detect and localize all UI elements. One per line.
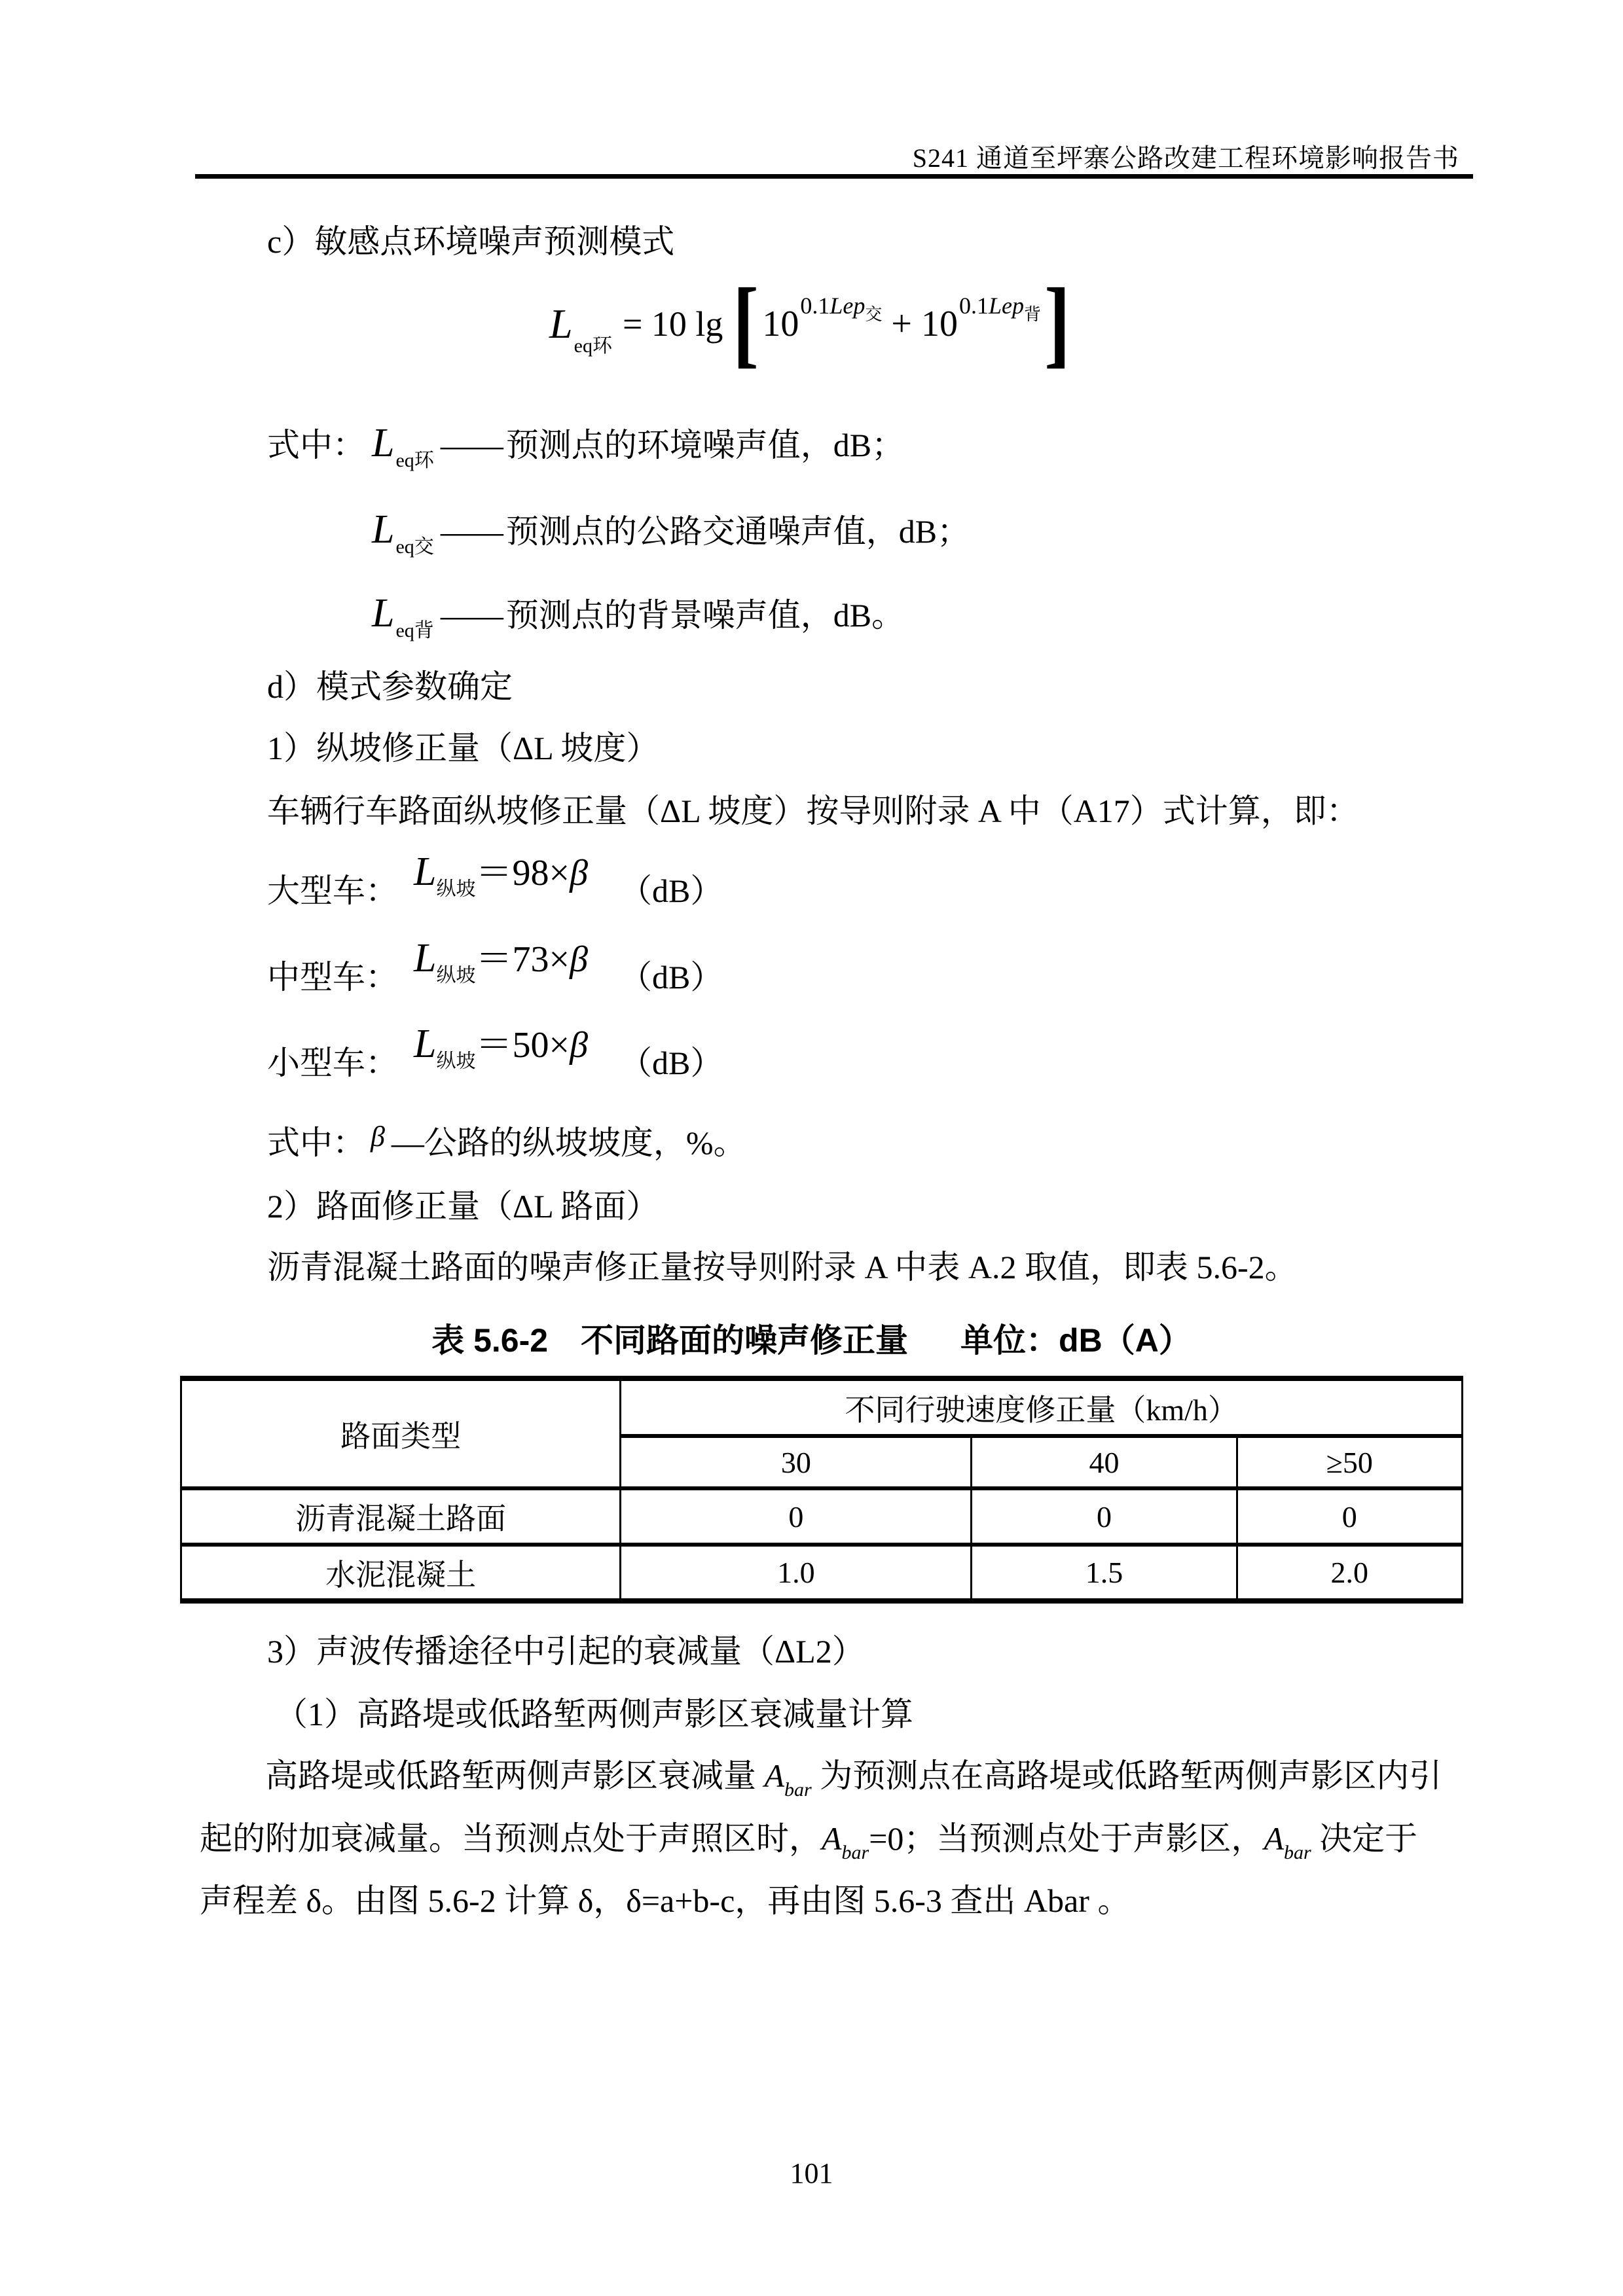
paragraph-line-2 (200, 1818, 1418, 1863)
symbol-subscript: eq交 (395, 536, 434, 558)
symbol-base: L (414, 936, 437, 980)
where-row-env (267, 419, 905, 471)
symbol-leq-background (372, 590, 434, 641)
paragraph-line-3 (200, 1880, 1130, 1922)
term1-exp-coef: 0.1 (800, 293, 830, 319)
formula-term-2 (921, 293, 1041, 345)
formula-close-bracket: ] (1044, 268, 1070, 377)
speed-col-40 (972, 1436, 1237, 1488)
item2-intro: 沥青混凝土路面的噪声修正量按导则附录 A 中表 A.2 取值，即表 5.6-2。 (267, 1249, 1298, 1285)
symbol-subscript: 纵坡 (436, 965, 476, 986)
speed-value: 40 (1089, 1445, 1120, 1479)
formula-term-1 (762, 293, 883, 345)
heading-c: c）敏感点环境噪声预测模式 (267, 223, 675, 260)
speed-value: ≥50 (1326, 1445, 1373, 1479)
slope-formula-small-vehicle (267, 1022, 723, 1085)
abar-subscript: bar (1283, 1842, 1311, 1863)
heading-sub1: （1）高路堤或低路堑两侧声影区衰减量计算 (275, 1696, 913, 1732)
slope-formula-large-vehicle (267, 850, 723, 913)
unit-label: （dB） (619, 1045, 723, 1081)
where-dash: —— (440, 513, 501, 550)
para-text: 起的附加衰减量。当预测点处于声照区时， (200, 1820, 822, 1857)
slope-formula-medium-vehicle (267, 936, 723, 999)
symbol-base: L (372, 507, 395, 552)
speed-header-cell (621, 1378, 1463, 1436)
road-surface-correction-table (180, 1376, 1463, 1604)
abar-symbol: A (764, 1757, 785, 1794)
para-text: 为预测点在高路堤或低路堑两侧声影区内引 (811, 1757, 1442, 1794)
correction-value: 1.5 (1085, 1556, 1123, 1589)
term1-base: 10 (762, 304, 799, 344)
vehicle-label: 大型车： (267, 872, 398, 909)
speed-col-30 (621, 1436, 972, 1488)
term2-exp-var: Lep (988, 293, 1024, 319)
symbol-subscript: eq环 (395, 450, 434, 471)
term1-exp-subscript: 交 (865, 305, 883, 324)
where-row-traffic (372, 505, 970, 558)
heading-item2: 2）路面修正量（ΔL 路面） (267, 1188, 659, 1225)
where-dash: —— (440, 427, 501, 463)
slope-formula (414, 1016, 588, 1072)
abar-subscript: bar (784, 1779, 812, 1801)
formula-open-bracket: [ (733, 268, 759, 377)
beta-symbol: β (570, 853, 588, 893)
speed-value: 30 (780, 1445, 811, 1479)
row-type-cell (181, 1545, 621, 1601)
correction-value: 2.0 (1330, 1556, 1369, 1589)
item1-intro: 车辆行车路面纵坡修正量（ΔL 坡度）按导则附录 A 中（A17）式计算，即： (267, 793, 1359, 829)
term2-base: 10 (921, 304, 958, 344)
formula-lhs-base: L (549, 300, 573, 347)
heading-item1: 1）纵坡修正量（ΔL 坡度） (267, 730, 659, 766)
term2-exp-coef: 0.1 (958, 293, 989, 319)
beta-symbol: β (570, 939, 588, 980)
correction-value: 0 (1097, 1499, 1112, 1534)
surface-type: 水泥混凝土 (325, 1558, 477, 1592)
table-caption-unit: 单位：dB（A） (960, 1322, 1192, 1359)
formula-lhs-subscript: eq环 (574, 335, 612, 357)
term1-exponent (800, 293, 883, 324)
abar-symbol: A (1264, 1820, 1284, 1857)
symbol-base: L (372, 591, 395, 636)
formula-rhs: ＝73× (475, 939, 570, 980)
formula-lhs (549, 300, 612, 357)
symbol-base: L (414, 850, 437, 894)
where-row-beta (267, 1122, 746, 1164)
page-header-title: S241 通道至坪寨公路改建工程环境影响报告书 (912, 143, 1459, 173)
value-cell (972, 1545, 1237, 1601)
value-cell (1237, 1488, 1462, 1545)
where-description: 预测点的公路交通噪声值，dB； (505, 513, 970, 550)
symbol-leq-env (372, 420, 434, 471)
corner-header-cell (181, 1378, 621, 1488)
beta-symbol: β (371, 1121, 385, 1153)
surface-type: 沥青混凝土路面 (295, 1502, 507, 1535)
row-type-cell (181, 1488, 621, 1545)
para-text: =0；当预测点处于声影区， (869, 1820, 1264, 1857)
table-row-asphalt (181, 1488, 1463, 1545)
unit-label: （dB） (619, 872, 723, 909)
paragraph-line-1 (265, 1755, 1442, 1801)
speed-col-50plus (1237, 1436, 1462, 1488)
symbol-base: L (372, 421, 395, 465)
where-prefix: 式中： (267, 427, 365, 463)
para-text: 高路堤或低路堑两侧声影区衰减量 (265, 1757, 765, 1794)
correction-value: 0 (788, 1499, 804, 1534)
corner-header-label: 路面类型 (340, 1419, 462, 1453)
formula-plus: + (891, 304, 912, 344)
symbol-leq-traffic (372, 507, 434, 558)
symbol-subscript: 纵坡 (436, 1050, 476, 1072)
abar-subscript: bar (841, 1842, 869, 1863)
value-cell (972, 1488, 1237, 1545)
where-description: 预测点的环境噪声值，dB； (505, 427, 905, 463)
heading-d: d）模式参数确定 (267, 668, 513, 705)
unit-label: （dB） (619, 959, 723, 996)
term2-exp-subscript: 背 (1023, 305, 1041, 324)
formula-equals: = 10 lg (622, 304, 723, 344)
header-rule (195, 174, 1473, 179)
where-row-background (372, 589, 905, 641)
para-text: 声程差 δ。由图 5.6-2 计算 δ，δ=a+b-c，再由图 5.6-3 查出 Abar 。 (200, 1882, 1131, 1919)
beta-symbol: β (570, 1025, 588, 1066)
where-description: 预测点的背景噪声值，dB。 (505, 597, 905, 634)
symbol-base: L (414, 1022, 437, 1066)
para-text: 决定于 (1311, 1820, 1418, 1857)
correction-value: 0 (1341, 1499, 1357, 1534)
table-caption (0, 1314, 1623, 1361)
symbol-subscript: eq背 (395, 620, 434, 641)
abar-symbol: A (822, 1820, 842, 1857)
vehicle-label: 中型车： (267, 959, 398, 996)
formula-rhs: ＝98× (475, 853, 570, 893)
slope-formula (414, 844, 588, 900)
value-cell (621, 1488, 972, 1545)
speed-header-label: 不同行驶速度修正量（km/h） (845, 1393, 1238, 1427)
formula-environment-noise (0, 268, 1623, 377)
where-dash: —— (440, 597, 501, 634)
correction-value: 1.0 (777, 1556, 815, 1589)
value-cell (621, 1545, 972, 1601)
slope-formula (414, 930, 588, 986)
heading-item3: 3）声波传播途径中引起的衰减量（ΔL2） (267, 1633, 865, 1670)
where-description: —公路的纵坡坡度，%。 (391, 1124, 746, 1161)
table-row-cement (181, 1545, 1463, 1601)
vehicle-label: 小型车： (267, 1045, 398, 1081)
table-caption-title: 表 5.6-2 不同路面的噪声修正量 (431, 1322, 909, 1359)
where-prefix: 式中： (267, 1124, 365, 1161)
page-number: 101 (790, 2157, 833, 2189)
term2-exponent (958, 293, 1041, 324)
term1-exp-var: Lep (830, 293, 866, 319)
table-header-row-1 (181, 1378, 1463, 1436)
formula-rhs: ＝50× (475, 1025, 570, 1066)
value-cell (1237, 1545, 1462, 1601)
symbol-subscript: 纵坡 (436, 878, 476, 900)
